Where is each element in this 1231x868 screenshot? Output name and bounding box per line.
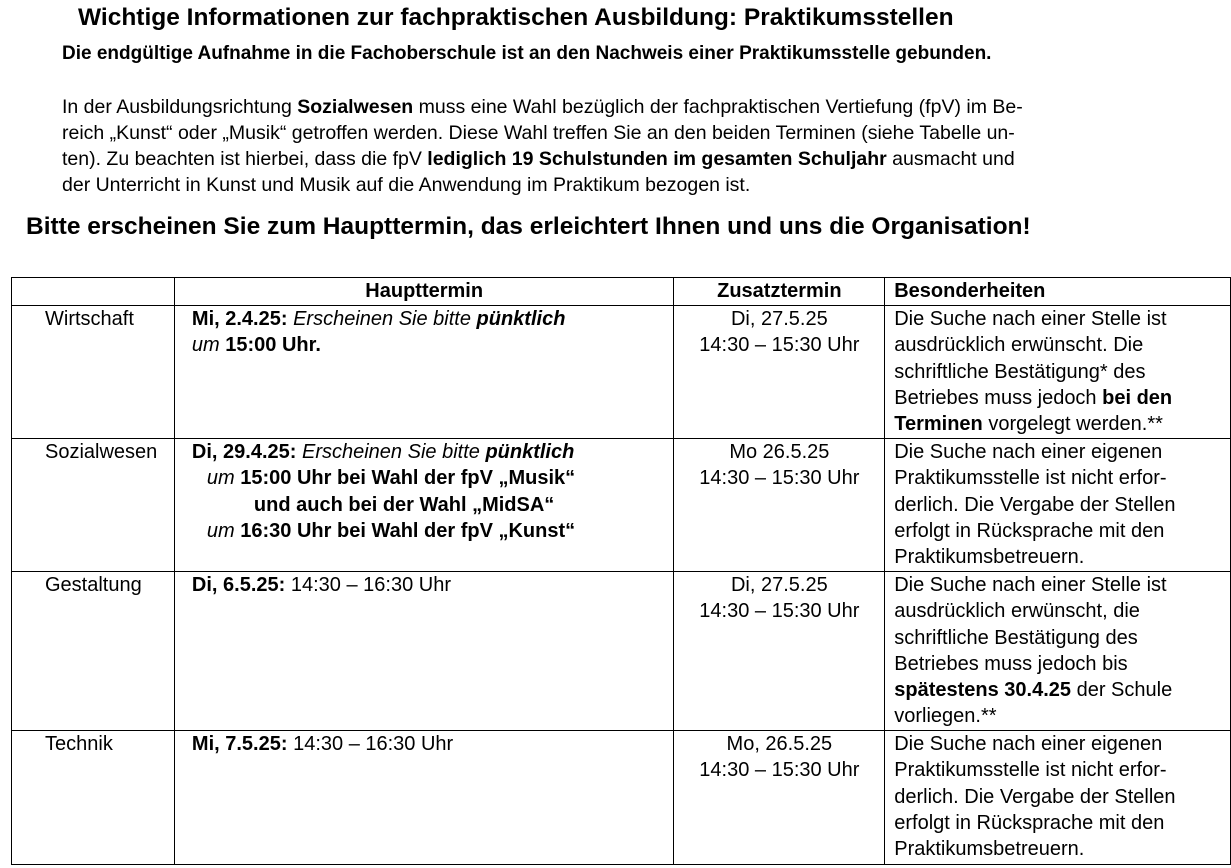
intro-text: muss eine Wahl bezüglich der fachpraktischen Vertiefung (fpV) im Be- [413, 96, 1023, 118]
table-row-gestaltung [12, 572, 1231, 731]
cell-line: Die Suche nach einer eigenen [894, 441, 1163, 463]
haupttermin-cell [174, 572, 674, 731]
table-row-technik [12, 731, 1231, 865]
cell-time: 14:30 – 15:30 Uhr [699, 467, 860, 490]
cell-line: Praktikumsstelle ist nicht erfor- [894, 759, 1167, 782]
cell-line: derlich. Die Vergabe der Stellen [894, 785, 1176, 808]
intro-paragraph [62, 94, 1202, 198]
cell-date: Mo 26.5.25 [729, 441, 830, 463]
cell-emphasis: pünktlich [485, 441, 575, 463]
zusatztermin-cell [674, 306, 885, 439]
date-label: Di, 29.4.25: [191, 441, 297, 463]
haupttermin-cell [174, 731, 674, 865]
cell-line: vorliegen.** [894, 705, 997, 728]
cell-text: vorgelegt werden.** [982, 413, 1163, 436]
besonderheiten-cell [885, 572, 1231, 731]
cell-text: um [206, 519, 235, 542]
row-label: Wirtschaft [12, 306, 175, 439]
time-label: 15:00 Uhr. [219, 334, 321, 357]
cell-line: schriftliche Bestätigung des [894, 626, 1138, 649]
zusatztermin-cell [674, 731, 885, 865]
row-label: Technik [12, 731, 175, 865]
cell-time: 14:30 – 15:30 Uhr [699, 334, 860, 357]
header-haupttermin: Haupttermin [174, 278, 674, 306]
besonderheiten-cell [885, 439, 1231, 572]
cell-line: Praktikumsbetreuern. [894, 838, 1085, 861]
cell-emphasis: pünktlich [476, 308, 566, 330]
header-besonderheiten: Besonderheiten [885, 278, 1231, 306]
subtitle: Die endgültige Aufnahme in die Fachoberschule ist an den Nachweis einer Praktikumsstelle gebunden. [62, 43, 992, 64]
cell-emphasis: Terminen [894, 413, 983, 436]
cell-line: erfolgt in Rücksprache mit den [894, 811, 1165, 834]
intro-line [62, 146, 1202, 172]
date-label: Mi, 7.5.25: [191, 733, 288, 755]
cell-text: um [191, 334, 220, 357]
cell-line: ausdrücklich erwünscht. Die [894, 334, 1144, 357]
date-label: Di, 6.5.25: [191, 574, 286, 596]
cell-emphasis: spätestens 30.4.25 [894, 679, 1072, 702]
row-label: Gestaltung [12, 572, 175, 731]
haupttermin-cell [174, 439, 674, 572]
cell-line: Praktikumsstelle ist nicht erfor- [894, 467, 1167, 490]
cell-text: der Schule [1071, 679, 1173, 702]
cell-line: schriftliche Bestätigung* des [894, 360, 1146, 383]
cell-line: Die Suche nach einer Stelle ist [894, 574, 1167, 596]
cell-emphasis: bei den [1102, 386, 1173, 409]
cell-text: Betriebes muss jedoch [894, 386, 1103, 409]
time-label: 15:00 Uhr bei Wahl der fpV „Musik“ [234, 467, 576, 490]
intro-line [62, 94, 1202, 120]
time-label: 16:30 Uhr bei Wahl der fpV „Kunst“ [234, 519, 576, 542]
intro-text: In der Ausbildungsrichtung [62, 96, 298, 118]
notice-heading: Bitte erscheinen Sie zum Haupttermin, das erleichtert Ihnen und uns die Organisation! [26, 213, 1031, 240]
cell-line: Die Suche nach einer Stelle ist [894, 308, 1167, 330]
intro-line: der Unterricht in Kunst und Musik auf die Anwendung im Praktikum bezogen ist. [62, 174, 751, 196]
intro-text: ausmacht und [886, 148, 1015, 170]
header-zusatztermin: Zusatztermin [674, 278, 885, 306]
page-title: Wichtige Informationen zur fachpraktischen Ausbildung: Praktikumsstellen [78, 4, 954, 31]
cell-time: 14:30 – 16:30 Uhr [285, 574, 451, 596]
haupttermin-cell [174, 306, 674, 439]
besonderheiten-cell [885, 731, 1231, 865]
cell-text: Erscheinen Sie bitte [287, 308, 477, 330]
cell-date: Di, 27.5.25 [730, 308, 828, 330]
cell-text: Erscheinen Sie bitte [296, 441, 486, 463]
intro-emphasis: Sozialwesen [297, 96, 414, 118]
cell-line: Praktikumsbetreuern. [894, 546, 1085, 569]
zusatztermin-cell [674, 439, 885, 572]
header-blank [12, 278, 175, 306]
cell-line: Die Suche nach einer eigenen [894, 733, 1163, 755]
schedule-table [11, 277, 1231, 865]
cell-text: um [206, 467, 235, 490]
intro-text: ten). Zu beachten ist hierbei, dass die fpV [62, 148, 428, 170]
cell-line: ausdrücklich erwünscht, die [894, 600, 1140, 623]
row-label: Sozialwesen [12, 439, 175, 572]
cell-line: Betriebes muss jedoch bis [894, 652, 1128, 675]
cell-time: 14:30 – 15:30 Uhr [699, 600, 860, 623]
cell-date: Mo, 26.5.25 [726, 733, 833, 755]
intro-emphasis: lediglich 19 Schulstunden im gesamten Schuljahr [427, 148, 887, 170]
table-header-row [12, 278, 1231, 306]
date-label: Mi, 2.4.25: [191, 308, 288, 330]
cell-date: Di, 27.5.25 [730, 574, 828, 596]
besonderheiten-cell [885, 306, 1231, 439]
table-row-sozialwesen [12, 439, 1231, 572]
cell-time: 14:30 – 15:30 Uhr [699, 759, 860, 782]
cell-emphasis: und auch bei der Wahl „MidSA“ [253, 493, 555, 516]
cell-line: erfolgt in Rücksprache mit den [894, 519, 1165, 542]
table-row-wirtschaft [12, 306, 1231, 439]
intro-line: reich „Kunst“ oder „Musik“ getroffen werden. Diese Wahl treffen Sie an den beiden Terminen (siehe Tabelle un- [62, 122, 1015, 144]
zusatztermin-cell [674, 572, 885, 731]
cell-line: derlich. Die Vergabe der Stellen [894, 493, 1176, 516]
cell-time: 14:30 – 16:30 Uhr [287, 733, 454, 755]
